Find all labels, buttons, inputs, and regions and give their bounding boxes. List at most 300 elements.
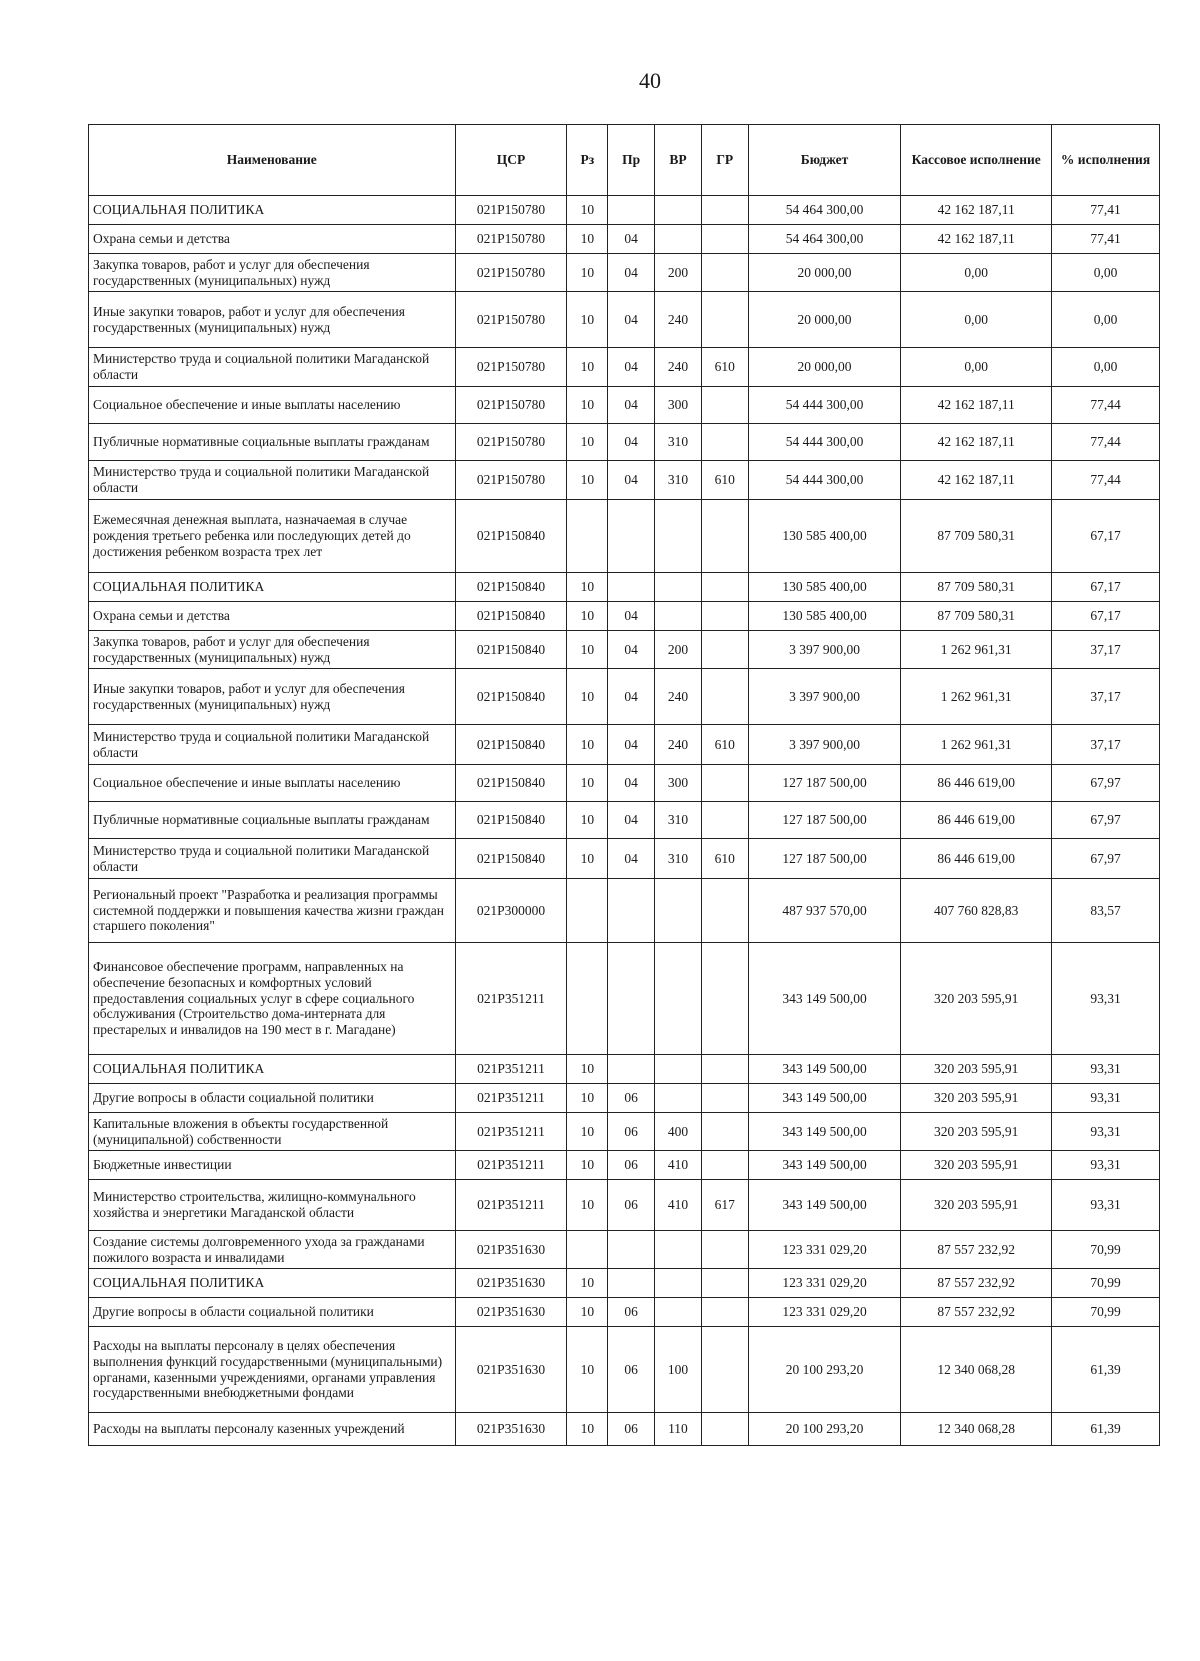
row-vr: 300: [655, 765, 702, 802]
row-budget: 20 000,00: [748, 292, 901, 348]
row-name: Социальное обеспечение и иные выплаты населению: [89, 387, 456, 424]
row-budget: 123 331 029,20: [748, 1298, 901, 1327]
row-gr: [701, 602, 748, 631]
row-csr: 021P351630: [455, 1231, 567, 1269]
row-rz: 10: [567, 839, 608, 879]
row-pr: 04: [608, 254, 655, 292]
row-cash-execution: 1 262 961,31: [901, 631, 1052, 669]
row-gr: 610: [701, 839, 748, 879]
row-pr: 04: [608, 602, 655, 631]
row-vr: [655, 196, 702, 225]
row-csr: 021P150780: [455, 461, 567, 500]
header-budget: Бюджет: [748, 125, 901, 196]
header-percent-execution: % исполнения: [1052, 125, 1160, 196]
row-budget: 3 397 900,00: [748, 669, 901, 725]
row-gr: [701, 1269, 748, 1298]
row-percent-execution: 93,31: [1052, 1151, 1160, 1180]
table-row: [89, 424, 1160, 461]
row-name: Капитальные вложения в объекты государственной (муниципальной) собственности: [89, 1113, 456, 1151]
row-cash-execution: 87 557 232,92: [901, 1298, 1052, 1327]
row-vr: 240: [655, 348, 702, 387]
row-pr: 06: [608, 1327, 655, 1413]
row-rz: 10: [567, 631, 608, 669]
row-gr: [701, 631, 748, 669]
row-name: Ежемесячная денежная выплата, назначаемая в случае рождения третьего ребенка или последующих детей до достижения ребенком возраста трех лет: [89, 500, 456, 573]
row-cash-execution: 320 203 595,91: [901, 1084, 1052, 1113]
row-gr: 610: [701, 725, 748, 765]
row-pr: 04: [608, 348, 655, 387]
row-percent-execution: 77,41: [1052, 196, 1160, 225]
row-budget: 343 149 500,00: [748, 1151, 901, 1180]
row-budget: 20 000,00: [748, 348, 901, 387]
row-name: Иные закупки товаров, работ и услуг для обеспечения государственных (муниципальных) нужд: [89, 669, 456, 725]
row-percent-execution: 37,17: [1052, 725, 1160, 765]
row-cash-execution: 86 446 619,00: [901, 839, 1052, 879]
row-cash-execution: 0,00: [901, 292, 1052, 348]
row-percent-execution: 37,17: [1052, 631, 1160, 669]
row-cash-execution: 320 203 595,91: [901, 1055, 1052, 1084]
row-percent-execution: 67,17: [1052, 602, 1160, 631]
table-row: [89, 943, 1160, 1055]
row-name: СОЦИАЛЬНАЯ ПОЛИТИКА: [89, 573, 456, 602]
row-percent-execution: 77,44: [1052, 424, 1160, 461]
row-budget: 20 000,00: [748, 254, 901, 292]
row-percent-execution: 77,44: [1052, 387, 1160, 424]
row-vr: [655, 1298, 702, 1327]
row-vr: 400: [655, 1113, 702, 1151]
row-rz: [567, 500, 608, 573]
table-row: [89, 839, 1160, 879]
budget-execution-table: [88, 124, 1160, 1446]
row-vr: 240: [655, 669, 702, 725]
table-row: [89, 348, 1160, 387]
row-vr: [655, 225, 702, 254]
row-gr: [701, 254, 748, 292]
row-gr: 610: [701, 348, 748, 387]
row-percent-execution: 93,31: [1052, 943, 1160, 1055]
row-vr: [655, 1055, 702, 1084]
row-name: Расходы на выплаты персоналу казенных учреждений: [89, 1413, 456, 1446]
row-vr: 240: [655, 292, 702, 348]
row-name: Публичные нормативные социальные выплаты гражданам: [89, 802, 456, 839]
row-vr: 310: [655, 461, 702, 500]
row-percent-execution: 61,39: [1052, 1327, 1160, 1413]
row-gr: [701, 387, 748, 424]
row-rz: 10: [567, 573, 608, 602]
row-budget: 127 187 500,00: [748, 765, 901, 802]
row-percent-execution: 77,41: [1052, 225, 1160, 254]
row-cash-execution: 87 557 232,92: [901, 1269, 1052, 1298]
row-csr: 021P351630: [455, 1298, 567, 1327]
row-vr: [655, 573, 702, 602]
row-vr: 110: [655, 1413, 702, 1446]
table-row: [89, 879, 1160, 943]
row-pr: 06: [608, 1113, 655, 1151]
row-csr: 021P351211: [455, 943, 567, 1055]
row-name: Бюджетные инвестиции: [89, 1151, 456, 1180]
row-vr: 310: [655, 424, 702, 461]
row-name: Другие вопросы в области социальной политики: [89, 1084, 456, 1113]
row-gr: [701, 1151, 748, 1180]
row-gr: [701, 1113, 748, 1151]
row-rz: 10: [567, 461, 608, 500]
table-row: [89, 461, 1160, 500]
row-vr: 310: [655, 802, 702, 839]
table-row: [89, 196, 1160, 225]
table-row: [89, 225, 1160, 254]
row-name: Публичные нормативные социальные выплаты гражданам: [89, 424, 456, 461]
row-cash-execution: 87 709 580,31: [901, 500, 1052, 573]
row-budget: 54 444 300,00: [748, 461, 901, 500]
row-pr: 06: [608, 1413, 655, 1446]
row-csr: 021P150840: [455, 839, 567, 879]
table-row: [89, 1413, 1160, 1446]
row-name: Министерство труда и социальной политики Магаданской области: [89, 461, 456, 500]
table-row: [89, 669, 1160, 725]
table-row: [89, 631, 1160, 669]
row-budget: 130 585 400,00: [748, 500, 901, 573]
row-gr: [701, 424, 748, 461]
row-pr: 04: [608, 424, 655, 461]
row-gr: [701, 1327, 748, 1413]
table-row: [89, 765, 1160, 802]
row-percent-execution: 67,97: [1052, 765, 1160, 802]
row-pr: 04: [608, 839, 655, 879]
row-gr: [701, 1231, 748, 1269]
row-vr: [655, 879, 702, 943]
row-percent-execution: 0,00: [1052, 348, 1160, 387]
row-rz: [567, 879, 608, 943]
header-name: Наименование: [89, 125, 456, 196]
row-csr: 021P150840: [455, 500, 567, 573]
row-csr: 021P351630: [455, 1269, 567, 1298]
row-percent-execution: 93,31: [1052, 1084, 1160, 1113]
row-name: Охрана семьи и детства: [89, 602, 456, 631]
row-percent-execution: 77,44: [1052, 461, 1160, 500]
table-row: [89, 1180, 1160, 1231]
table-row: [89, 1151, 1160, 1180]
page-number: 40: [639, 68, 661, 93]
row-budget: 20 100 293,20: [748, 1413, 901, 1446]
row-name: Финансовое обеспечение программ, направленных на обеспечение безопасных и комфортных условий предоставления социальных услуг в сфере социального обслуживания (Строительство дома-интерната для престарелых и инвалидов на 190 мест в г. Магадане): [89, 943, 456, 1055]
row-gr: 617: [701, 1180, 748, 1231]
row-csr: 021P351211: [455, 1084, 567, 1113]
table-row: [89, 387, 1160, 424]
row-vr: [655, 602, 702, 631]
row-rz: 10: [567, 1055, 608, 1084]
row-pr: 04: [608, 292, 655, 348]
row-name: Расходы на выплаты персоналу в целях обеспечения выполнения функций государственными (муниципальными) органами, казенными учреждениями, органами управления государственными внебюджетными фондами: [89, 1327, 456, 1413]
row-percent-execution: 67,17: [1052, 573, 1160, 602]
row-gr: [701, 943, 748, 1055]
row-cash-execution: 1 262 961,31: [901, 725, 1052, 765]
row-pr: [608, 573, 655, 602]
row-gr: [701, 292, 748, 348]
row-pr: 06: [608, 1298, 655, 1327]
row-cash-execution: 320 203 595,91: [901, 1113, 1052, 1151]
row-budget: 54 464 300,00: [748, 196, 901, 225]
row-rz: 10: [567, 254, 608, 292]
row-csr: 021P351211: [455, 1180, 567, 1231]
header-pr: Пр: [608, 125, 655, 196]
table-row: [89, 1084, 1160, 1113]
row-percent-execution: 61,39: [1052, 1413, 1160, 1446]
row-rz: 10: [567, 1327, 608, 1413]
row-cash-execution: 42 162 187,11: [901, 196, 1052, 225]
row-vr: 200: [655, 631, 702, 669]
row-percent-execution: 83,57: [1052, 879, 1160, 943]
row-percent-execution: 0,00: [1052, 292, 1160, 348]
row-percent-execution: 67,17: [1052, 500, 1160, 573]
row-cash-execution: 87 709 580,31: [901, 573, 1052, 602]
table-header: [89, 125, 1160, 196]
row-percent-execution: 67,97: [1052, 802, 1160, 839]
row-pr: [608, 879, 655, 943]
row-rz: 10: [567, 424, 608, 461]
row-vr: [655, 1084, 702, 1113]
row-pr: 06: [608, 1180, 655, 1231]
table-row: [89, 1231, 1160, 1269]
row-cash-execution: 320 203 595,91: [901, 1151, 1052, 1180]
table-row: [89, 1269, 1160, 1298]
row-rz: 10: [567, 1151, 608, 1180]
row-vr: [655, 1269, 702, 1298]
row-name: Социальное обеспечение и иные выплаты населению: [89, 765, 456, 802]
row-csr: 021P150780: [455, 387, 567, 424]
row-name: Министерство строительства, жилищно-коммунального хозяйства и энергетики Магаданской области: [89, 1180, 456, 1231]
table-row: [89, 1327, 1160, 1413]
row-name: СОЦИАЛЬНАЯ ПОЛИТИКА: [89, 1269, 456, 1298]
row-rz: 10: [567, 802, 608, 839]
row-rz: 10: [567, 387, 608, 424]
row-rz: 10: [567, 1084, 608, 1113]
row-csr: 021P150780: [455, 225, 567, 254]
row-cash-execution: 0,00: [901, 348, 1052, 387]
row-csr: 021P351211: [455, 1151, 567, 1180]
row-budget: 343 149 500,00: [748, 943, 901, 1055]
row-rz: 10: [567, 725, 608, 765]
row-budget: 54 464 300,00: [748, 225, 901, 254]
row-budget: 343 149 500,00: [748, 1113, 901, 1151]
row-cash-execution: 0,00: [901, 254, 1052, 292]
row-pr: [608, 943, 655, 1055]
row-cash-execution: 42 162 187,11: [901, 387, 1052, 424]
row-cash-execution: 42 162 187,11: [901, 225, 1052, 254]
row-pr: 04: [608, 802, 655, 839]
row-gr: [701, 1298, 748, 1327]
row-vr: 310: [655, 839, 702, 879]
row-name: Закупка товаров, работ и услуг для обеспечения государственных (муниципальных) нужд: [89, 254, 456, 292]
row-rz: 10: [567, 1180, 608, 1231]
row-budget: 20 100 293,20: [748, 1327, 901, 1413]
row-vr: [655, 1231, 702, 1269]
row-rz: 10: [567, 669, 608, 725]
row-name: Министерство труда и социальной политики Магаданской области: [89, 839, 456, 879]
row-vr: 300: [655, 387, 702, 424]
row-rz: 10: [567, 292, 608, 348]
row-rz: 10: [567, 348, 608, 387]
row-pr: 06: [608, 1084, 655, 1113]
row-pr: [608, 1055, 655, 1084]
row-gr: [701, 573, 748, 602]
row-rz: 10: [567, 765, 608, 802]
row-csr: 021P351630: [455, 1413, 567, 1446]
row-cash-execution: 87 709 580,31: [901, 602, 1052, 631]
row-cash-execution: 1 262 961,31: [901, 669, 1052, 725]
table-row: [89, 1055, 1160, 1084]
row-vr: 240: [655, 725, 702, 765]
row-csr: 021P150780: [455, 292, 567, 348]
budget-table-container: [88, 124, 1160, 1446]
row-cash-execution: 42 162 187,11: [901, 461, 1052, 500]
table-body: [89, 196, 1160, 1446]
table-row: [89, 1298, 1160, 1327]
row-gr: [701, 1055, 748, 1084]
row-csr: 021P150840: [455, 765, 567, 802]
row-gr: [701, 765, 748, 802]
row-cash-execution: 87 557 232,92: [901, 1231, 1052, 1269]
row-vr: [655, 943, 702, 1055]
row-pr: 04: [608, 631, 655, 669]
row-csr: 021P351211: [455, 1113, 567, 1151]
row-pr: 04: [608, 387, 655, 424]
row-rz: 10: [567, 196, 608, 225]
row-name: Иные закупки товаров, работ и услуг для обеспечения государственных (муниципальных) нужд: [89, 292, 456, 348]
row-name: СОЦИАЛЬНАЯ ПОЛИТИКА: [89, 1055, 456, 1084]
row-csr: 021P300000: [455, 879, 567, 943]
row-gr: [701, 669, 748, 725]
row-budget: 3 397 900,00: [748, 725, 901, 765]
row-rz: 10: [567, 1413, 608, 1446]
header-rz: Рз: [567, 125, 608, 196]
row-gr: [701, 196, 748, 225]
row-rz: 10: [567, 225, 608, 254]
row-pr: 06: [608, 1151, 655, 1180]
table-row: [89, 292, 1160, 348]
row-budget: 343 149 500,00: [748, 1180, 901, 1231]
header-gr: ГР: [701, 125, 748, 196]
row-csr: 021P351630: [455, 1327, 567, 1413]
table-row: [89, 254, 1160, 292]
row-name: Министерство труда и социальной политики Магаданской области: [89, 725, 456, 765]
row-rz: 10: [567, 602, 608, 631]
row-percent-execution: 70,99: [1052, 1269, 1160, 1298]
row-budget: 123 331 029,20: [748, 1231, 901, 1269]
row-pr: 04: [608, 461, 655, 500]
row-csr: 021P150780: [455, 254, 567, 292]
table-row: [89, 573, 1160, 602]
row-rz: 10: [567, 1113, 608, 1151]
row-gr: [701, 225, 748, 254]
row-pr: 04: [608, 725, 655, 765]
table-row: [89, 725, 1160, 765]
row-csr: 021P150840: [455, 669, 567, 725]
row-csr: 021P150840: [455, 631, 567, 669]
row-name: Создание системы долговременного ухода за гражданами пожилого возраста и инвалидами: [89, 1231, 456, 1269]
row-csr: 021P150840: [455, 602, 567, 631]
row-cash-execution: 42 162 187,11: [901, 424, 1052, 461]
row-name: Другие вопросы в области социальной политики: [89, 1298, 456, 1327]
row-csr: 021P150840: [455, 802, 567, 839]
row-gr: [701, 1084, 748, 1113]
row-budget: 130 585 400,00: [748, 602, 901, 631]
row-gr: [701, 500, 748, 573]
row-budget: 3 397 900,00: [748, 631, 901, 669]
header-csr: ЦСР: [455, 125, 567, 196]
row-budget: 343 149 500,00: [748, 1084, 901, 1113]
row-gr: [701, 1413, 748, 1446]
row-name: Региональный проект "Разработка и реализация программы системной поддержки и повышения качества жизни граждан старшего поколения": [89, 879, 456, 943]
row-vr: 100: [655, 1327, 702, 1413]
row-budget: 54 444 300,00: [748, 424, 901, 461]
row-name: Охрана семьи и детства: [89, 225, 456, 254]
row-cash-execution: 86 446 619,00: [901, 765, 1052, 802]
row-pr: 04: [608, 765, 655, 802]
row-cash-execution: 320 203 595,91: [901, 1180, 1052, 1231]
row-csr: 021P150780: [455, 348, 567, 387]
row-rz: [567, 943, 608, 1055]
row-name: Закупка товаров, работ и услуг для обеспечения государственных (муниципальных) нужд: [89, 631, 456, 669]
row-pr: 04: [608, 669, 655, 725]
row-pr: [608, 196, 655, 225]
row-percent-execution: 67,97: [1052, 839, 1160, 879]
row-cash-execution: 12 340 068,28: [901, 1413, 1052, 1446]
table-row: [89, 802, 1160, 839]
row-name: Министерство труда и социальной политики Магаданской области: [89, 348, 456, 387]
row-csr: 021P150780: [455, 424, 567, 461]
row-cash-execution: 407 760 828,83: [901, 879, 1052, 943]
table-row: [89, 602, 1160, 631]
row-csr: 021P150840: [455, 573, 567, 602]
row-gr: 610: [701, 461, 748, 500]
row-percent-execution: 0,00: [1052, 254, 1160, 292]
row-csr: 021P150840: [455, 725, 567, 765]
row-vr: [655, 500, 702, 573]
row-vr: 410: [655, 1180, 702, 1231]
row-budget: 54 444 300,00: [748, 387, 901, 424]
row-vr: 410: [655, 1151, 702, 1180]
row-cash-execution: 320 203 595,91: [901, 943, 1052, 1055]
row-cash-execution: 12 340 068,28: [901, 1327, 1052, 1413]
row-percent-execution: 93,31: [1052, 1180, 1160, 1231]
row-budget: 487 937 570,00: [748, 879, 901, 943]
row-gr: [701, 879, 748, 943]
row-rz: 10: [567, 1269, 608, 1298]
row-pr: [608, 500, 655, 573]
row-csr: 021P150780: [455, 196, 567, 225]
row-pr: [608, 1269, 655, 1298]
header-vr: ВР: [655, 125, 702, 196]
row-percent-execution: 93,31: [1052, 1055, 1160, 1084]
table-row: [89, 1113, 1160, 1151]
header-cash-execution: Кассовое исполнение: [901, 125, 1052, 196]
row-percent-execution: 70,99: [1052, 1298, 1160, 1327]
row-percent-execution: 37,17: [1052, 669, 1160, 725]
row-cash-execution: 86 446 619,00: [901, 802, 1052, 839]
row-csr: 021P351211: [455, 1055, 567, 1084]
row-budget: 130 585 400,00: [748, 573, 901, 602]
row-rz: 10: [567, 1298, 608, 1327]
row-percent-execution: 70,99: [1052, 1231, 1160, 1269]
row-budget: 123 331 029,20: [748, 1269, 901, 1298]
row-budget: 127 187 500,00: [748, 802, 901, 839]
table-row: [89, 500, 1160, 573]
row-name: СОЦИАЛЬНАЯ ПОЛИТИКА: [89, 196, 456, 225]
row-budget: 127 187 500,00: [748, 839, 901, 879]
row-rz: [567, 1231, 608, 1269]
row-budget: 343 149 500,00: [748, 1055, 901, 1084]
row-percent-execution: 93,31: [1052, 1113, 1160, 1151]
